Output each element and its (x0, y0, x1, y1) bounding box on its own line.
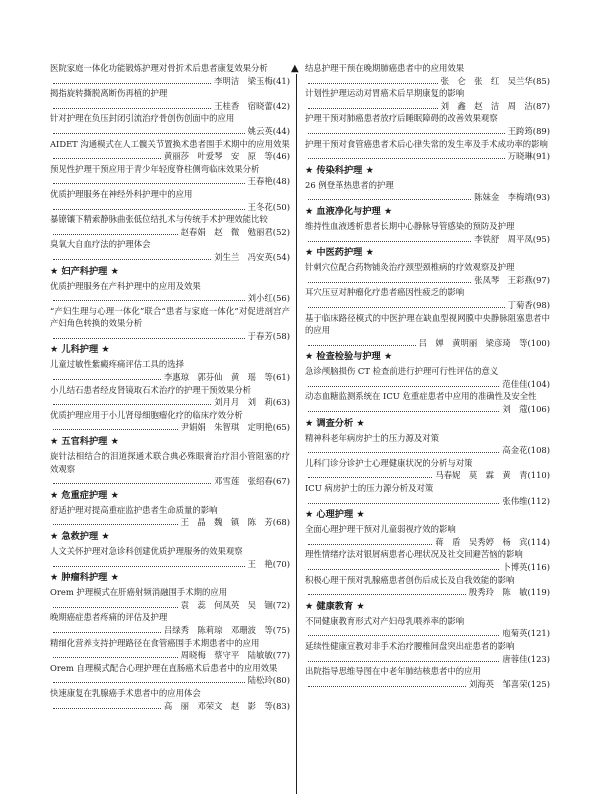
entry-authors: 王桂香 宿晓蕾 (214, 100, 273, 111)
dot-leader (308, 477, 432, 478)
entry-title: 延续性健康宣教对非手术治疗腰椎间盘突出症患者的影响 (305, 640, 515, 651)
entry-page-number: (77) (272, 650, 290, 661)
entry-page-number: (85) (532, 75, 550, 86)
entry-page-number: (125) (527, 678, 550, 689)
entry-meta (50, 150, 290, 163)
entry-authors: 丁菊香 (507, 299, 533, 310)
toc-entry[interactable] (50, 305, 290, 343)
entry-authors: 尹娟娟 朱智琪 定明艳 (180, 422, 273, 433)
toc-entry[interactable] (305, 312, 550, 350)
dot-leader (308, 282, 471, 283)
entry-authors: 陆松玲 (247, 675, 273, 686)
entry-title: 儿童过敏性紫癜疼痛评估工具的选择 (50, 359, 184, 370)
dot-leader (308, 108, 438, 109)
entry-title: 优质护理服务在神经外科护理中的应用 (50, 188, 193, 199)
toc-entry[interactable] (50, 163, 290, 188)
entry-page-number: (114) (527, 536, 550, 547)
entry-title: “产妇生理与心理一体化”联合“患者与家庭一体化”对促进剖宫产产妇角色转换的效果分析 (50, 305, 290, 329)
entry-authors: 赵春娟 赵 微 勉丽君 (180, 226, 273, 237)
entry-meta (305, 536, 550, 549)
entry-meta (50, 396, 290, 409)
dot-leader (308, 661, 499, 662)
entry-authors: 邓雪莲 张绍春 (214, 476, 273, 487)
dot-leader (53, 483, 211, 484)
entry-meta (50, 475, 290, 488)
entry-title: 快速康复在乳腺癌手术患者中的应用体会 (50, 687, 201, 698)
dot-leader (308, 635, 499, 636)
entry-title: 26 例登革热患者的护理 (305, 179, 394, 190)
entry-page-number: (80) (272, 675, 290, 686)
entry-page-number: (44) (272, 125, 290, 136)
entry-authors: 高金花 (502, 445, 528, 456)
toc-entry[interactable] (50, 662, 290, 687)
entry-meta (305, 495, 550, 508)
dot-leader (53, 682, 245, 683)
toc-entry[interactable] (305, 615, 550, 640)
entry-meta (305, 378, 550, 391)
entry-title: 急诊颅脑损伤 CT 检查前进行护理可行性评估的意义 (305, 366, 499, 377)
toc-right-column (305, 62, 550, 690)
toc-entry[interactable] (305, 390, 550, 415)
entry-page-number: (91) (532, 151, 550, 162)
entry-authors: 高 丽 邓荣文 赵 影 等 (163, 700, 273, 711)
dot-leader (53, 632, 161, 633)
entry-authors: 张伟维 (502, 495, 528, 506)
entry-title: 理性情绪疗法对银屑病患者心理状况及社交回避苦恼的影响 (305, 549, 523, 560)
entry-title: 针对护理在负压封闭引流治疗骨创伤创面中的应用 (50, 113, 235, 124)
entry-meta (50, 674, 290, 687)
section-heading: ★ 健康教育 ★ (305, 600, 365, 612)
entry-meta (50, 371, 290, 384)
entry-meta (50, 624, 290, 637)
dot-leader (53, 607, 178, 608)
entry-title: 医院家庭一体化功能锻炼护理对骨折术后患者康复效果分析 (50, 63, 268, 73)
entry-title: 积极心理干预对乳腺癌患者创伤后成长及自我效能的影响 (305, 574, 515, 585)
dot-leader (308, 411, 499, 412)
dot-leader (53, 133, 245, 134)
entry-authors: 殷秀玲 陈 敏 (468, 587, 528, 598)
entry-title: Orem 护理模式在肝癌射频消融围手术期的应用 (50, 587, 228, 598)
entry-meta (50, 516, 290, 529)
entry-authors: 陈妹金 李梅靖 (474, 192, 533, 203)
toc-entry[interactable] (305, 548, 550, 573)
entry-title: 旋针法相结合的泪道探通术联合典必殊眼膏治疗泪小管阻塞的疗效观察 (50, 451, 290, 474)
entry-meta (305, 444, 550, 457)
entry-meta (305, 233, 550, 246)
entry-title: 暴镣镶下精索静脉曲张低位结扎术与传统手术护理效能比较 (50, 214, 268, 225)
toc-entry[interactable] (50, 450, 290, 488)
entry-title: 动态血糖监测系统在 ICU 危重症患者中应用的准确性及安全性 (305, 391, 537, 402)
entry-meta (305, 191, 550, 204)
entry-authors: 张 仑 张 红 吴兰华 (440, 75, 533, 86)
entry-authors: 刘 蔻 (502, 404, 528, 415)
dot-leader (53, 83, 211, 84)
entry-title: 优质护理服务在产科护理中的应用及效果 (50, 280, 201, 291)
entry-authors: 王 艳 (247, 558, 273, 569)
entry-title: ICU 病房护士的压力源分析及对策 (305, 483, 434, 494)
entry-meta (50, 421, 290, 434)
entry-authors: 张凤琴 王彩燕 (474, 274, 533, 285)
toc-entry[interactable] (305, 665, 550, 690)
section-heading: ★ 妇产科护理 ★ (50, 265, 119, 277)
entry-page-number: (95) (532, 233, 550, 244)
entry-meta (50, 226, 290, 239)
entry-meta (305, 337, 550, 350)
dot-leader (308, 386, 499, 387)
dot-leader (308, 569, 499, 570)
entry-page-number: (41) (272, 75, 290, 86)
toc-entry[interactable] (305, 574, 550, 599)
entry-page-number: (70) (272, 558, 290, 569)
section-heading: ★ 五官科护理 ★ (50, 436, 119, 448)
toc-entry[interactable] (50, 545, 290, 570)
entry-meta (305, 299, 550, 312)
entry-authors: 周晓梅 蔡守平 陆敏敏 (180, 650, 273, 661)
entry-authors: 刘月月 刘 莉 (214, 397, 273, 408)
entry-meta (305, 586, 550, 599)
toc-entry[interactable] (50, 138, 290, 163)
entry-meta (305, 678, 550, 691)
entry-meta (305, 150, 550, 163)
entry-authors: 李铁舒 周平凤 (474, 233, 533, 244)
entry-authors: 范佳佳 (502, 378, 528, 389)
dot-leader (308, 241, 471, 242)
entry-page-number: (119) (527, 587, 550, 598)
entry-page-number: (68) (272, 517, 290, 528)
entry-meta (50, 558, 290, 571)
entry-authors: 黄丽莎 叶爱琴 安 原 等 (163, 151, 273, 162)
entry-meta (305, 627, 550, 640)
entry-title: 耳穴压豆对肿瘤化疗患者癌因性疲乏的影响 (305, 287, 465, 298)
toc-entry[interactable] (50, 238, 290, 263)
section-heading: ★ 调查分析 ★ (305, 417, 365, 429)
toc-entry[interactable] (50, 637, 290, 662)
entry-title: 基于临床路径模式的中医护理在缺血型视网膜中央静脉阻塞患者中的应用 (305, 312, 550, 336)
entry-title: 小儿结石患者经皮肾镜取石术治疗的护理干预效果分析 (50, 384, 251, 395)
entry-page-number: (42) (272, 100, 290, 111)
entry-authors: 刘海英 邹喜荣 (468, 678, 528, 689)
entry-title: 结息护理干预在晚期肺癌患者中的应用效果 (305, 63, 465, 73)
section-heading: ★ 血液净化与护理 ★ (305, 205, 393, 217)
dot-leader (53, 259, 211, 260)
section-heading: ★ 中医药护理 ★ (305, 247, 374, 259)
entry-page-number: (63) (272, 397, 290, 408)
dot-leader (308, 83, 438, 84)
entry-title: 护理干预对肺癌患者放疗后睡眠障碍的改善效果观察 (305, 113, 498, 124)
dot-leader (53, 524, 178, 525)
entry-authors: 王冬花 (247, 201, 273, 212)
toc-entry[interactable] (305, 432, 550, 457)
entry-authors: 李明洁 梁玉梅 (214, 75, 273, 86)
dot-leader (53, 566, 245, 567)
section-heading: ★ 传染科护理 ★ (305, 164, 374, 176)
dot-leader (53, 379, 161, 380)
toc-entry[interactable] (50, 188, 290, 213)
entry-authors: 万晓琳 (507, 151, 533, 162)
entry-meta (50, 649, 290, 662)
entry-title: 儿科门诊分诊护士心理健康状况的分析与对策 (305, 457, 473, 468)
entry-page-number: (89) (532, 125, 550, 136)
entry-meta (305, 653, 550, 666)
toc-entry[interactable] (305, 62, 550, 87)
toc-entry[interactable] (50, 409, 290, 434)
entry-meta (50, 700, 290, 713)
entry-page-number: (67) (272, 476, 290, 487)
entry-meta (305, 403, 550, 416)
entry-page-number: (98) (532, 299, 550, 310)
entry-authors: 王跨筠 (507, 125, 533, 136)
dot-leader (308, 544, 432, 545)
toc-entry[interactable] (50, 586, 290, 611)
entry-title: 晚期癌症患者疼痛的评估及护理 (50, 612, 168, 623)
toc-entry[interactable] (305, 261, 550, 286)
continue-arrow-icon: ▲ (291, 63, 299, 74)
toc-entry[interactable] (50, 280, 290, 305)
entry-meta (50, 251, 290, 264)
entry-page-number: (112) (527, 495, 550, 506)
entry-page-number: (108) (527, 445, 550, 456)
toc-entry[interactable] (305, 640, 550, 665)
entry-meta (50, 292, 290, 305)
entry-meta (305, 125, 550, 138)
entry-page-number: (97) (532, 274, 550, 285)
dot-leader (308, 158, 505, 159)
toc-entry[interactable] (50, 213, 290, 238)
entry-title: 舒适护理对提高重症监护患者生命质量的影响 (50, 504, 218, 515)
entry-page-number: (121) (527, 628, 550, 639)
entry-meta (50, 175, 290, 188)
entry-authors: 唐蓉佳 (502, 653, 528, 664)
entry-page-number: (75) (272, 624, 290, 635)
entry-title: 人文关怀护理对急诊科创建优质护理服务的效果观察 (50, 546, 243, 556)
dot-leader (53, 429, 178, 430)
section-heading: ★ 心理护理 ★ (305, 509, 365, 521)
entry-meta (50, 100, 290, 113)
entry-authors: 吕 婵 黄明丽 梁彦琦 等 (418, 337, 528, 348)
entry-authors: 李惠琼 郭芬仙 黄 瑶 等 (163, 372, 273, 383)
entry-page-number: (100) (527, 337, 550, 348)
entry-page-number: (123) (527, 653, 550, 664)
toc-entry[interactable] (305, 523, 550, 548)
dot-leader (53, 209, 245, 210)
entry-title: 精神科老年病房护士的压力源及对策 (305, 432, 439, 443)
entry-page-number: (104) (527, 378, 550, 389)
entry-title: 维持性血液透析患者长期中心静脉导管感染的预防及护理 (305, 220, 515, 231)
entry-authors: 于春芳 (247, 330, 273, 341)
entry-page-number: (54) (272, 251, 290, 262)
entry-meta (305, 100, 550, 113)
toc-entry[interactable] (50, 611, 290, 636)
entry-meta (305, 561, 550, 574)
entry-page-number: (65) (272, 422, 290, 433)
dot-leader (308, 345, 416, 346)
entry-page-number: (72) (272, 599, 290, 610)
entry-authors: 王春艳 (247, 176, 273, 187)
section-heading: ★ 儿科护理 ★ (50, 344, 110, 356)
dot-leader (53, 158, 161, 159)
entry-title: 护理干预对食管癌患者术后心律失常的发生率及手术成功率的影响 (305, 138, 548, 149)
dot-leader (308, 686, 466, 687)
entry-title: 优质护理应用于小儿肾母细胞瘤化疗的临床疗效分析 (50, 409, 243, 420)
table-of-contents (50, 62, 550, 792)
entry-authors: 刘小红 (247, 293, 273, 304)
toc-left-column (50, 62, 290, 712)
dot-leader (53, 657, 178, 658)
toc-entry[interactable] (50, 87, 290, 112)
toc-entry[interactable] (50, 504, 290, 529)
dot-leader (308, 594, 466, 595)
entry-meta (50, 201, 290, 214)
column-divider (296, 74, 297, 794)
entry-page-number: (56) (272, 293, 290, 304)
entry-authors: 卜博英 (502, 562, 528, 572)
entry-authors: 马春妮 莫 霖 黄 青 (435, 470, 528, 481)
entry-page-number: (116) (527, 562, 550, 572)
entry-meta (50, 599, 290, 612)
entry-authors: 庖菊英 (502, 628, 528, 639)
entry-authors: 袁 蕊 何凤英 吴 锢 (180, 599, 273, 610)
entry-page-number: (46) (272, 151, 290, 162)
entry-authors: 姚云英 (247, 125, 273, 136)
dot-leader (53, 183, 245, 184)
entry-authors: 刘生兰 冯安英 (214, 251, 273, 262)
toc-entry[interactable] (305, 138, 550, 163)
dot-leader (308, 199, 471, 200)
entry-meta (50, 330, 290, 343)
entry-title: 臭氧大自血疗法的护理体会 (50, 239, 151, 250)
toc-entry[interactable] (305, 482, 550, 507)
entry-page-number: (52) (272, 226, 290, 237)
toc-entry[interactable] (50, 384, 290, 409)
entry-title: 不同健康教育形式对产妇母乳喂养率的影响 (305, 615, 465, 626)
entry-page-number: (110) (527, 470, 550, 481)
entry-meta (50, 125, 290, 138)
toc-entry[interactable] (305, 220, 550, 245)
entry-page-number: (50) (272, 201, 290, 212)
toc-entry[interactable] (305, 179, 550, 204)
entry-page-number: (93) (532, 192, 550, 203)
entry-title: 针刺穴位配合药物铺灸治疗颈型颈椎病的疗效观察及护理 (305, 262, 515, 273)
toc-entry[interactable] (50, 358, 290, 383)
toc-entry[interactable] (50, 687, 290, 712)
section-heading: ★ 检查检验与护理 ★ (305, 351, 393, 363)
dot-leader (53, 404, 211, 405)
entry-authors: 吕绿秀 陈莉琼 邓珊波 等 (163, 624, 273, 635)
entry-meta (305, 469, 550, 482)
entry-page-number: (83) (272, 700, 290, 711)
entry-meta (305, 75, 550, 88)
section-heading: ★ 危重症护理 ★ (50, 489, 119, 501)
dot-leader (308, 307, 505, 308)
toc-entry[interactable] (305, 457, 550, 482)
entry-page-number: (48) (272, 176, 290, 187)
entry-page-number: (87) (532, 100, 550, 111)
toc-entry[interactable] (305, 87, 550, 112)
toc-entry[interactable] (50, 62, 290, 87)
entry-title: 全面心理护理干预对儿童弱视疗效的影响 (305, 524, 456, 535)
toc-entry[interactable] (305, 112, 550, 137)
entry-title: 预见性护理干预应用于青少年轻度脊柱侧弯临床效果分析 (50, 163, 260, 174)
entry-page-number: (61) (272, 372, 290, 383)
entry-meta (50, 75, 290, 88)
toc-entry[interactable] (305, 365, 550, 390)
dot-leader (53, 108, 211, 109)
entry-meta (305, 274, 550, 287)
entry-title: AIDET 沟通模式在人工髋关节置换术患者围手术期中的应用效果 (50, 138, 290, 149)
entry-title: Orem 自理模式配合心理护理在直肠癌术后患者中的应用效果 (50, 662, 278, 673)
entry-page-number: (58) (272, 330, 290, 341)
dot-leader (53, 234, 178, 235)
section-heading: ★ 肿瘤科护理 ★ (50, 572, 119, 584)
entry-title: 出院指导思维导图在中老年肺结核患者中的应用 (305, 666, 481, 677)
entry-authors: 王 晶 魏 镇 陈 芳 (180, 517, 273, 528)
entry-authors: 蒋 盾 吴秀婷 杨 宾 (435, 536, 528, 547)
dot-leader (308, 452, 499, 453)
toc-entry[interactable] (305, 286, 550, 311)
dot-leader (53, 708, 161, 709)
entry-title: 揭指旋转撕脱离断伤再植的护理 (50, 88, 168, 99)
entry-page-number: (106) (527, 404, 550, 415)
entry-authors: 刘 鑫 赵 洁 周 洁 (440, 100, 533, 111)
toc-entry[interactable] (50, 112, 290, 137)
dot-leader (308, 503, 499, 504)
entry-title: 精细化营养支持护理路径在食管癌围手术期患者中的应用 (50, 637, 260, 648)
dot-leader (53, 300, 245, 301)
entry-title: 计划性护理运动对胃癌术后早期康复的影响 (305, 88, 465, 99)
dot-leader (308, 133, 505, 134)
section-heading: ★ 急救护理 ★ (50, 531, 110, 542)
dot-leader (53, 338, 245, 339)
